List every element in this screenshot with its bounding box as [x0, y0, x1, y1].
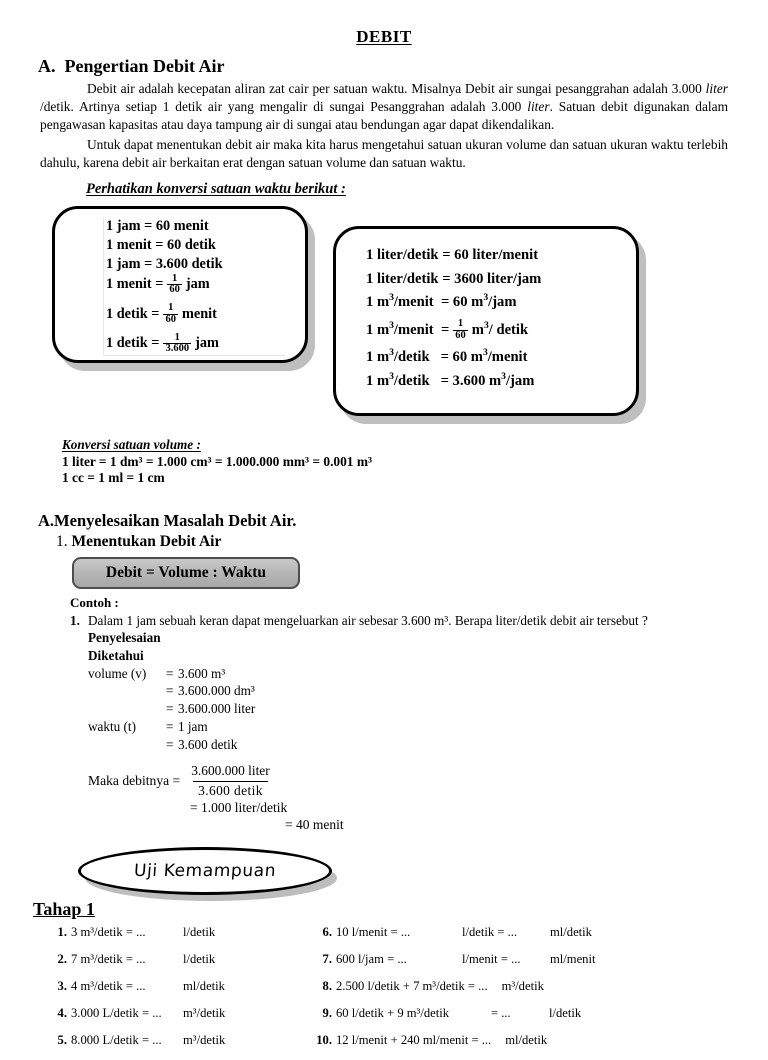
example-question — [70, 613, 768, 630]
calc-label-5 — [88, 737, 166, 754]
exercise-item — [310, 952, 595, 979]
exercise-item — [310, 925, 595, 952]
tahap-heading: Tahap 1 — [33, 899, 95, 920]
exercise-item — [45, 1033, 225, 1060]
debit-line-5-lhs: 1 $m^3$/detik — [366, 347, 430, 366]
calc-label-3 — [88, 701, 166, 718]
section-letter: A. — [38, 56, 56, 76]
exercise-number: 6. — [322, 925, 332, 940]
debit-line-4-rhs: $m^3/$ detik — [471, 319, 529, 338]
time-line-6-rhs: jam — [195, 335, 219, 352]
section-heading-a — [38, 56, 768, 77]
exercise-expression: 3 m³/detik = ... — [71, 925, 146, 940]
volume-conversion-title: Konversi satuan volume : — [62, 437, 201, 453]
maka-label: Maka debitnya = — [88, 773, 181, 789]
exercise-item — [310, 979, 595, 1006]
exercise-item — [310, 1006, 595, 1033]
result-fraction — [186, 763, 274, 799]
calc-eq-1: = — [166, 665, 174, 681]
exercise-expression: 10 l/menit = ... — [336, 925, 411, 940]
debit-line-3-rhs: = 60 $m^3$/jam — [440, 292, 517, 311]
calc-row-4 — [88, 719, 768, 736]
contoh-label: Contoh : — [70, 594, 119, 610]
para-text-3: . Satuan debit digunakan dalam pengawasan kapasitas atau daya tampung air di sungai atau bendungan agar dapat dikendalikan. — [40, 98, 728, 132]
exercise-number: 4. — [57, 1006, 67, 1021]
exercise-expression: 600 l/jam = ... — [336, 952, 407, 967]
time-line-3: 1 jam = 3.600 detik — [106, 255, 223, 272]
exercise-expression: 12 l/menit + 240 ml/menit = ... — [336, 1033, 492, 1048]
subsection-heading — [56, 533, 768, 551]
para-italic-1: liter — [705, 81, 728, 96]
exercise-unit: ml/detik — [505, 1033, 548, 1048]
debit-line-1 — [366, 248, 636, 263]
paragraph-intro: Untuk dapat menentukan debit air maka kita harus mengetahui satuan ukuran volume dan satuan ukuran waktu terlebih dahulu, karena debit air berkaitan erat dengan satuan volume dan satuan waktu. — [40, 137, 728, 171]
conversion-boxes — [0, 198, 768, 428]
exercise-item — [45, 925, 225, 952]
exercise-item — [45, 1006, 225, 1033]
debit-line-5 — [366, 347, 636, 366]
exercise-column-right — [310, 925, 595, 1060]
debit-line-5-rhs: = 60 $m^3$/menit — [440, 347, 528, 366]
time-conversion-box — [52, 206, 308, 363]
debit-line-6 — [366, 371, 636, 389]
uji-kemampuan-banner — [0, 845, 768, 895]
calc-eq-4: = — [166, 718, 174, 734]
fraction-1-60-b: $\frac{1}{60}$ — [165, 302, 176, 325]
paragraph-definition — [40, 80, 728, 133]
fraction-1-3600: $\frac{1}{3.600}$ — [165, 331, 190, 355]
result-fraction-denominator: 3.600 detik — [193, 781, 268, 799]
exercise-expression: 4 m³/detik = ... — [71, 979, 146, 994]
debit-line-3-lhs: 1 $m^3$/menit — [366, 292, 434, 311]
exercise-unit: l/detik — [183, 952, 216, 967]
exercise-item — [45, 952, 225, 979]
calc-eq-2: = — [166, 683, 174, 699]
section-title: Pengertian Debit Air — [64, 56, 225, 76]
calc-label-1: volume (v) — [88, 665, 147, 681]
calc-row-2 — [88, 683, 768, 700]
exercise-unit: ml/detik — [183, 979, 225, 994]
exercise-number: 7. — [322, 952, 332, 967]
debit-line-4-lhs: 1 $m^3$/menit — [366, 319, 434, 338]
calc-eq-3: = — [166, 701, 174, 717]
uji-kemampuan-oval — [78, 847, 332, 895]
fraction-1-60: $\frac{1}{60}$ — [169, 272, 180, 296]
formula-box: Debit = Volume : Waktu — [72, 557, 300, 589]
exercise-unit: m³/detik — [183, 1006, 226, 1021]
debit-line-3 — [366, 292, 636, 311]
page-title: DEBIT — [356, 27, 412, 46]
exercise-column-left — [45, 925, 225, 1060]
perhatikan-label: Perhatikan konversi satuan waktu berikut : — [86, 181, 346, 198]
volume-conversion-line-2: 1 cc = 1 ml = 1 cm — [62, 470, 165, 486]
exercise-expression: 7 m³/detik = ... — [71, 952, 146, 967]
exercise-number: 2. — [57, 952, 67, 967]
exercise-expression: 2.500 l/detik + 7 m³/detik = ... — [336, 979, 488, 994]
exercise-unit: l/detik — [183, 925, 216, 940]
para-italic-2: liter — [527, 98, 550, 114]
exercise-number: 3. — [57, 979, 67, 994]
section-heading-a2: A.Menyelesaikan Masalah Debit Air. — [38, 510, 297, 530]
time-line-5-rhs: menit — [181, 305, 217, 322]
subsection-number: 1. — [56, 532, 68, 550]
exercise-number: 8. — [322, 979, 332, 994]
result-line-1: = 1.000 liter/detik — [190, 800, 288, 816]
calc-row-1 — [88, 666, 768, 683]
time-line-4-lhs: 1 menit = — [106, 276, 164, 293]
debit-line-1-rhs: = 60 liter/menit — [442, 247, 539, 264]
time-line-4 — [104, 274, 285, 296]
exercise-unit-2: ml/detik — [550, 925, 592, 940]
exercise-expression: 8.000 L/detik = ... — [71, 1033, 162, 1048]
uji-kemampuan-label: Uji Kemampuan — [133, 861, 277, 882]
exercise-item — [310, 1033, 595, 1060]
debit-line-6-rhs: = 3.600 $m^3$/jam — [440, 371, 535, 389]
penyelesaian-label: Penyelesaian — [88, 630, 161, 646]
exercise-unit-2: ml/menit — [550, 952, 596, 967]
maka-debitnya-row — [88, 763, 768, 799]
volume-conversion — [62, 436, 768, 487]
calc-row-5 — [88, 737, 768, 754]
time-line-2: 1 menit = 60 detik — [106, 237, 216, 253]
calc-value-5: 3.600 detik — [178, 736, 238, 752]
calc-value-3: 3.600.000 liter — [178, 701, 256, 717]
time-line-5-lhs: 1 detik = — [106, 305, 160, 322]
time-line-6-lhs: 1 detik = — [106, 335, 160, 352]
exercise-expression: 3.000 L/detik = ... — [71, 1006, 162, 1021]
debit-line-2 — [366, 272, 636, 287]
calc-label-4: waktu (t) — [88, 718, 136, 734]
calc-row-3 — [88, 701, 768, 718]
debit-line-4: 1 $m^3$/menit = $\frac{1}{60}$ $m^3/$ detik — [366, 317, 529, 341]
calc-value-1: 3.600 m³ — [178, 665, 226, 681]
debit-line-2-lhs: 1 liter/detik — [366, 270, 439, 287]
exercise-unit-2: l/detik — [549, 1006, 582, 1021]
exercise-number: 1. — [57, 925, 67, 940]
exercise-unit: m³/detik — [183, 1033, 226, 1048]
exercise-unit: l/menit = ... — [462, 952, 521, 967]
exercise-item — [45, 979, 225, 1006]
volume-conversion-line-1: 1 liter = 1 dm³ = 1.000 cm³ = 1.000.000 mm³ = 0.001 m³ — [62, 454, 373, 470]
time-line-6 — [104, 333, 285, 355]
fraction-1-60-c: $\frac{1}{60}$ — [455, 317, 466, 341]
subsection-title: Menentukan Debit Air — [71, 532, 222, 550]
diketahui-label: Diketahui — [88, 647, 144, 663]
result-line-2: = 40 menit — [285, 817, 344, 833]
exercise-number: 5. — [57, 1033, 67, 1048]
example-question-text: Dalam 1 jam sebuah keran dapat mengeluarkan air sebesar 3.600 m³. Berapa liter/detik debit air tersebut ? — [88, 612, 648, 628]
calc-value-2: 3.600.000 dm³ — [178, 683, 255, 699]
exercise-number: 9. — [322, 1006, 332, 1021]
exercise-number: 10. — [316, 1033, 332, 1048]
debit-line-6-lhs: 1 $m^3$/detik — [366, 371, 430, 389]
para-text-2: /detik. Artinya setiap 1 detik air yang mengalir di sungai Pesanggrahan adalah 3.000 — [40, 98, 528, 114]
debit-line-2-rhs: = 3600 liter/jam — [442, 270, 542, 287]
calc-eq-5: = — [166, 736, 174, 752]
result-fraction-numerator: 3.600.000 liter — [191, 763, 270, 779]
debit-line-1-lhs: 1 liter/detik — [366, 247, 439, 264]
time-line-4-rhs: jam — [185, 276, 210, 293]
exercise-unit: l/detik = ... — [462, 925, 518, 940]
exercise-unit: m³/detik — [501, 979, 544, 994]
exercise-expression: 60 l/detik + 9 m³/detik — [336, 1006, 450, 1021]
example-question-number: 1. — [70, 612, 80, 628]
exercise-unit: = ... — [491, 1006, 511, 1021]
calc-value-4: 1 jam — [178, 718, 208, 734]
para-text-1: Debit air adalah kecepatan aliran zat cair per satuan waktu. Misalnya Debit air sungai pesanggrahan adalah 3.000 — [87, 81, 706, 96]
time-line-5 — [104, 303, 285, 325]
debit-conversion-box — [333, 226, 639, 416]
calc-label-2 — [88, 683, 166, 700]
time-line-1: 1 jam = 60 menit — [106, 218, 209, 235]
